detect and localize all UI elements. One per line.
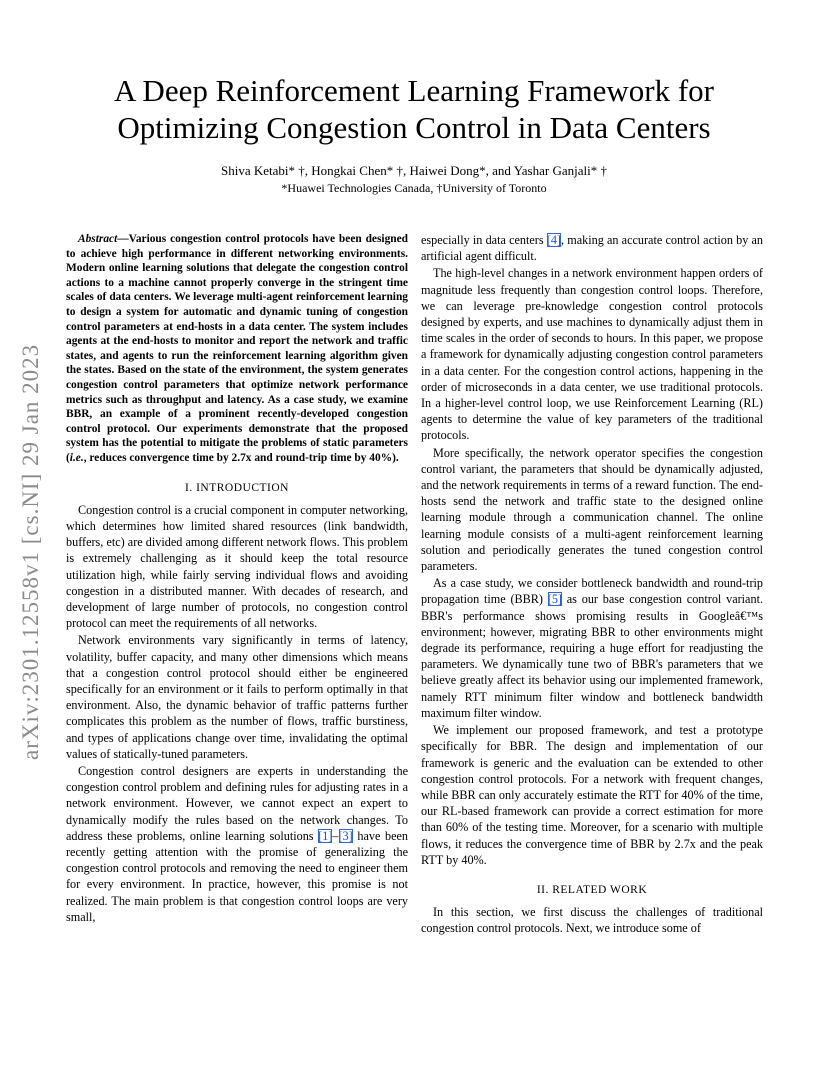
author-list: Shiva Ketabi* †, Hongkai Chen* †, Haiwei Dong*, and Yashar Ganjali* †	[221, 163, 607, 178]
abstract	[66, 232, 408, 466]
intro-paragraph-1: Congestion control is a crucial component in computer networking, which determines how limited shared resources (link bandwidth, buffers, etc) are divided among different network flows. This problem is extremely challenging as it should keep the total resource utilization high, while fairly serving individual flows and avoiding congestion in a distributed manner. With decades of research, and development of large number of protocols, no congestion control protocol can meet the requirements of all networks.	[66, 502, 408, 631]
abstract-ie: i.e.	[69, 451, 84, 464]
intro-p3-text-a: Congestion control designers are experts in understanding the congestion control problem and defining rules for adjusting rates in a network environment. However, we cannot expect an expert to dynamically modify the rules based on the network changes. To address these problems, online learning solutions	[66, 763, 408, 843]
related-work-paragraph-1: In this section, we first discuss the challenges of traditional congestion control protocols. Next, we introduce some of	[421, 905, 763, 936]
intro-p6-text-a: As a case study, we consider bottleneck bandwidth and round-trip propagation time (BBR)	[421, 576, 763, 607]
intro-cont-text-b: , making an accurate control action by an artificial agent difficult.	[421, 233, 764, 264]
intro-p6-text-b: as our base congestion control variant. BBR's performance shows promising results in Googleâ€™s environment; however, migrating BBR to other environments might degrade its performance, requiring a huge effort for readjusting the parameters. We dynamically tune two of BBR's parameters that we believe greatly affect its behavior using our implemented framework, namely RTT minimum filter window and bottleneck bandwidth maximum filter window.	[421, 592, 763, 720]
citation-dash: –	[332, 828, 339, 843]
intro-paragraph-6	[421, 575, 763, 721]
intro-paragraph-2: Network environments vary significantly in terms of latency, volatility, buffer capacity, and many other dimensions which means that a congestion control protocol should either be engineered specifically for an environment or it fails to perform optimally in that environment. Also, the dynamic behavior of traffic patterns further complicates this problem as the number of flows, traffic burstiness, and types of applications change over time, invalidating the optimal values of statically-tuned parameters.	[66, 633, 408, 761]
abstract-label: Abstract	[78, 233, 118, 245]
intro-paragraph-5: More specifically, the network operator specifies the congestion control variant, the parameters that should be dynamically adjusted, and the network requirements in terms of a reward function. The end-hosts send the network and traffic state to the designed online learning module through a communication channel. The online learning module consists of a multi-agent reinforcement learning solution and periodically generates the tuned congestion control parameters.	[421, 445, 763, 574]
intro-cont-text-a: especially in data centers	[421, 233, 547, 247]
citation-link-4[interactable]: [4]	[546, 233, 561, 247]
citation-link-1[interactable]: [1]	[318, 828, 333, 843]
arxiv-watermark: arXiv:2301.12558v1 [cs.NI] 29 Jan 2023	[18, 343, 43, 760]
abstract-tail: , reduces convergence time by 2.7x and round-trip time by 40%).	[83, 451, 399, 464]
intro-paragraph-7: We implement our proposed framework, and test a prototype specifically for BBR. The design and implementation of our framework is generic and the evaluation can be extended to other congestion control protocols. For a network with frequent changes, while BBR can only accurately estimate the RTT for 40% of the time, our RL-based framework can provide a correct estimation for more than 60% of the testing time. Moreover, for a scenario with multiple flows, it reduces the convergence time of BBR by 2.7x and the peak RTT by 40%.	[421, 723, 763, 867]
affiliations: *Huawei Technologies Canada, †University of Toronto	[281, 181, 547, 195]
paper-title	[60, 72, 768, 146]
section-heading-introduction: I. INTRODUCTION	[185, 481, 289, 494]
left-column	[66, 232, 408, 926]
right-column	[421, 232, 763, 938]
intro-paragraph-4: The high-level changes in a network environment happen orders of magnitude less frequently than congestion control loops. Therefore, we can leverage pre-knowledge congestion control protocols designed by experts, and use machines to dynamically adjust them in time scales in the order of seconds to hours. In this paper, we propose a framework for dynamically adjusting congestion control parameters in a data center. For the congestion control actions, happening in the order of microseconds in a data center, we use traditional protocols. In a higher-level control loop, we use Reinforcement Learning (RL) agents to determine the value of key parameters of the traditional protocols.	[421, 266, 763, 443]
section-heading-related-work: II. RELATED WORK	[536, 883, 648, 896]
abstract-text: —Various congestion control protocols have been designed to achieve high performance in different networking environments. Modern online learning solutions that delegate the congestion control actions to a machine cannot properly converge in the stringent time scales of data centers. We leverage multi-agent reinforcement learning to design a system for automatic and dynamic tuning of congestion control parameters at end-hosts in a data center. The system includes agents at the end-hosts to monitor and report the network and traffic states, and agents to run the reinforcement learning algorithm given the states. Based on the state of the environment, the system generates congestion control parameters that optimize network performance metrics such as throughput and latency. As a case study, we examine BBR, an example of a prominent recently-developed congestion control protocol. Our experiments demonstrate that the proposed system has the potential to mitigate the problems of static parameters (	[66, 233, 408, 464]
intro-p3-text-b: have been recently getting attention with the promise of generalizing the congestion control protocols and removing the need to engineer them for every environment. In practice, however, this promise is not realized. The main problem is that congestion control loops are very small,	[66, 828, 408, 924]
citation-link-3[interactable]: [3]	[338, 828, 353, 843]
intro-paragraph-3-cont	[421, 232, 763, 264]
citation-link-5[interactable]: [5]	[547, 592, 562, 607]
title-line-2: Optimizing Congestion Control in Data Centers	[117, 110, 711, 145]
intro-paragraph-3	[66, 763, 408, 925]
title-line-1: A Deep Reinforcement Learning Framework for	[114, 73, 714, 108]
